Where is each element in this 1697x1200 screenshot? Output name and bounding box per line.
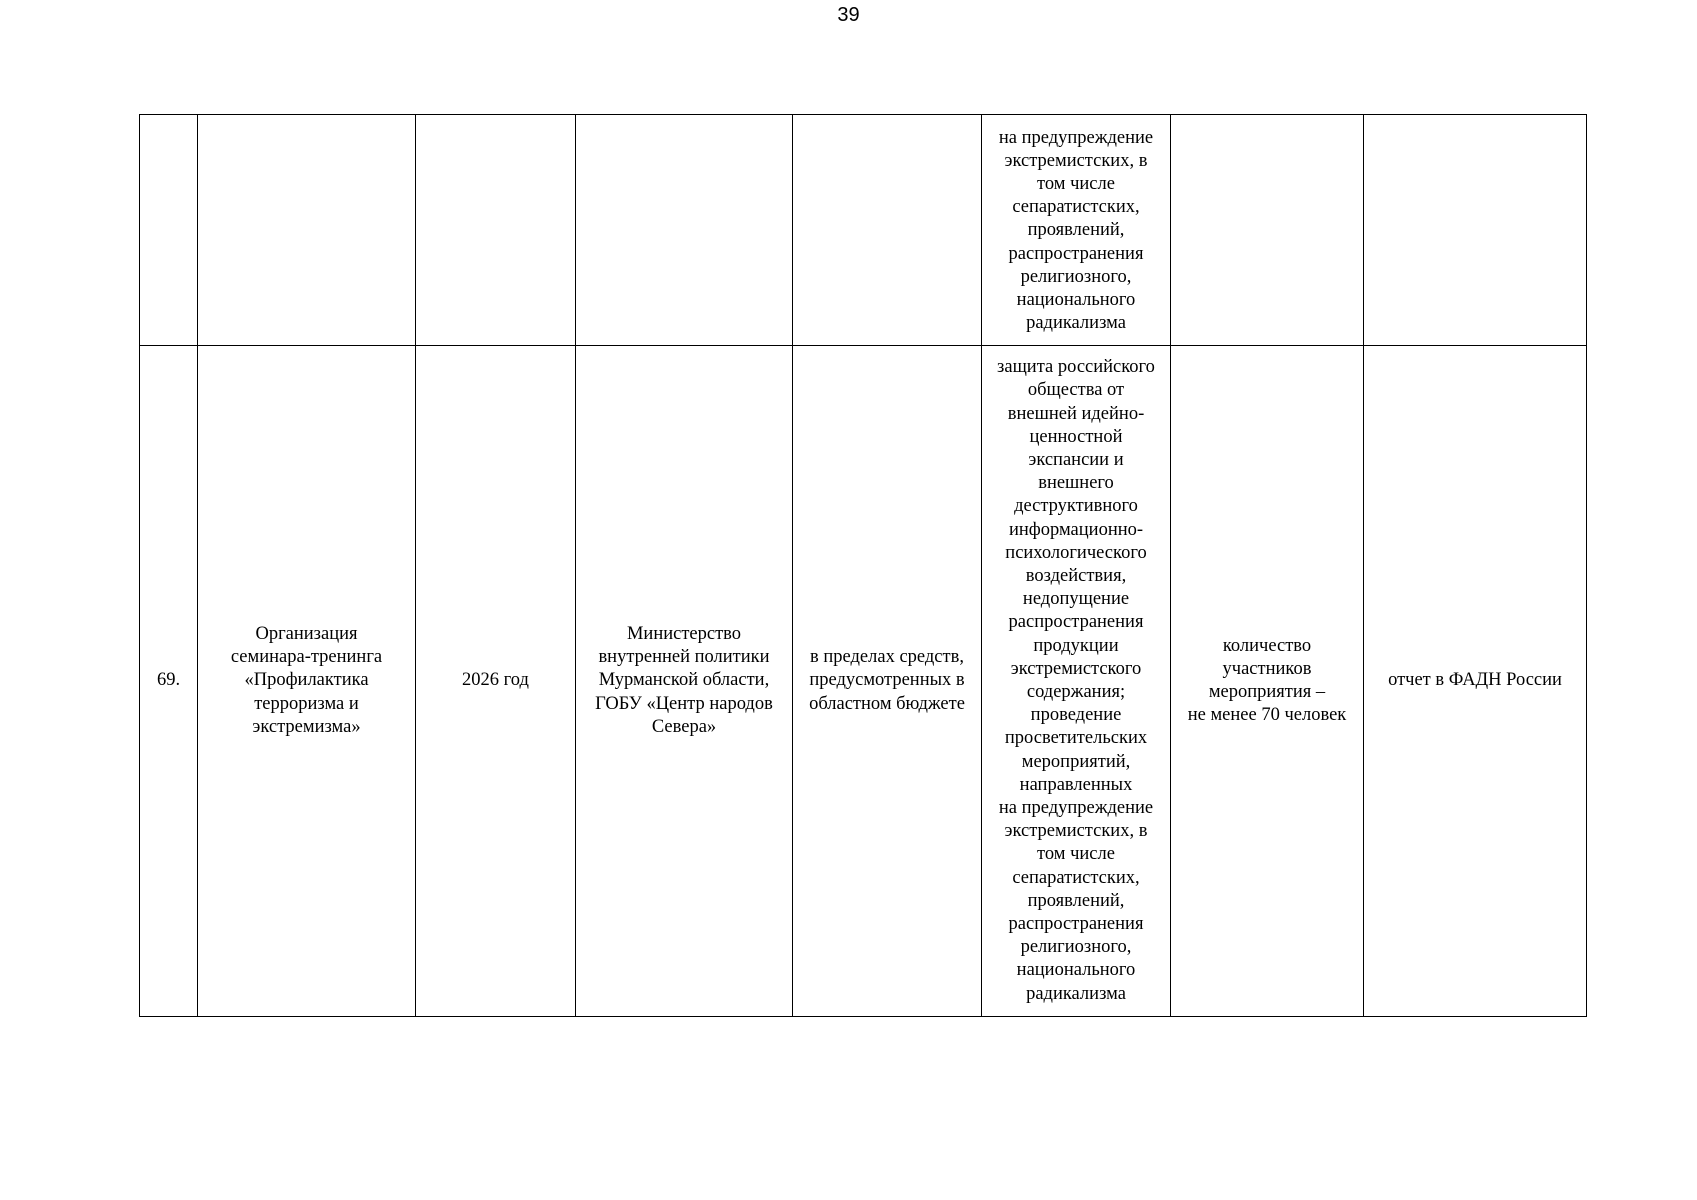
- cell-executor: Министерство внутренней политики Мурманской области, ГОБУ «Центр народов Севера»: [576, 346, 793, 1017]
- cell-report: отчет в ФАДН России: [1364, 346, 1587, 1017]
- cell-funding: в пределах средств, предусмотренных в областном бюджете: [793, 346, 982, 1017]
- cell-event: [198, 115, 416, 346]
- cell-number: [140, 115, 198, 346]
- cell-report: [1364, 115, 1587, 346]
- cell-goal: на предупреждение экстремистских, в том числе сепаратистских, проявлений, распространения религиозного, национального радикализма: [982, 115, 1171, 346]
- table-row-continuation: [140, 115, 1587, 346]
- cell-indicator: [1171, 115, 1364, 346]
- cell-goal: защита российского общества от внешней идейно- ценностной экспансии и внешнего деструктивного информационно- психологического воздействия, недопущение распространения продукции экстремистского содержания; проведение просветительских мероприятий, направленных на предупреждение экстремистских, в том числе сепаратистских, проявлений, распространения религиозного, национального радикализма: [982, 346, 1171, 1017]
- page-number: 39: [837, 4, 860, 26]
- cell-number: 69.: [140, 346, 198, 1017]
- cell-period: 2026 год: [416, 346, 576, 1017]
- cell-period: [416, 115, 576, 346]
- cell-funding: [793, 115, 982, 346]
- cell-indicator: количество участников мероприятия – не менее 70 человек: [1171, 346, 1364, 1017]
- cell-event: Организация семинара-тренинга «Профилактика терроризма и экстремизма»: [198, 346, 416, 1017]
- table-row-69: [140, 346, 1587, 1017]
- measures-table: [139, 114, 1587, 1017]
- cell-executor: [576, 115, 793, 346]
